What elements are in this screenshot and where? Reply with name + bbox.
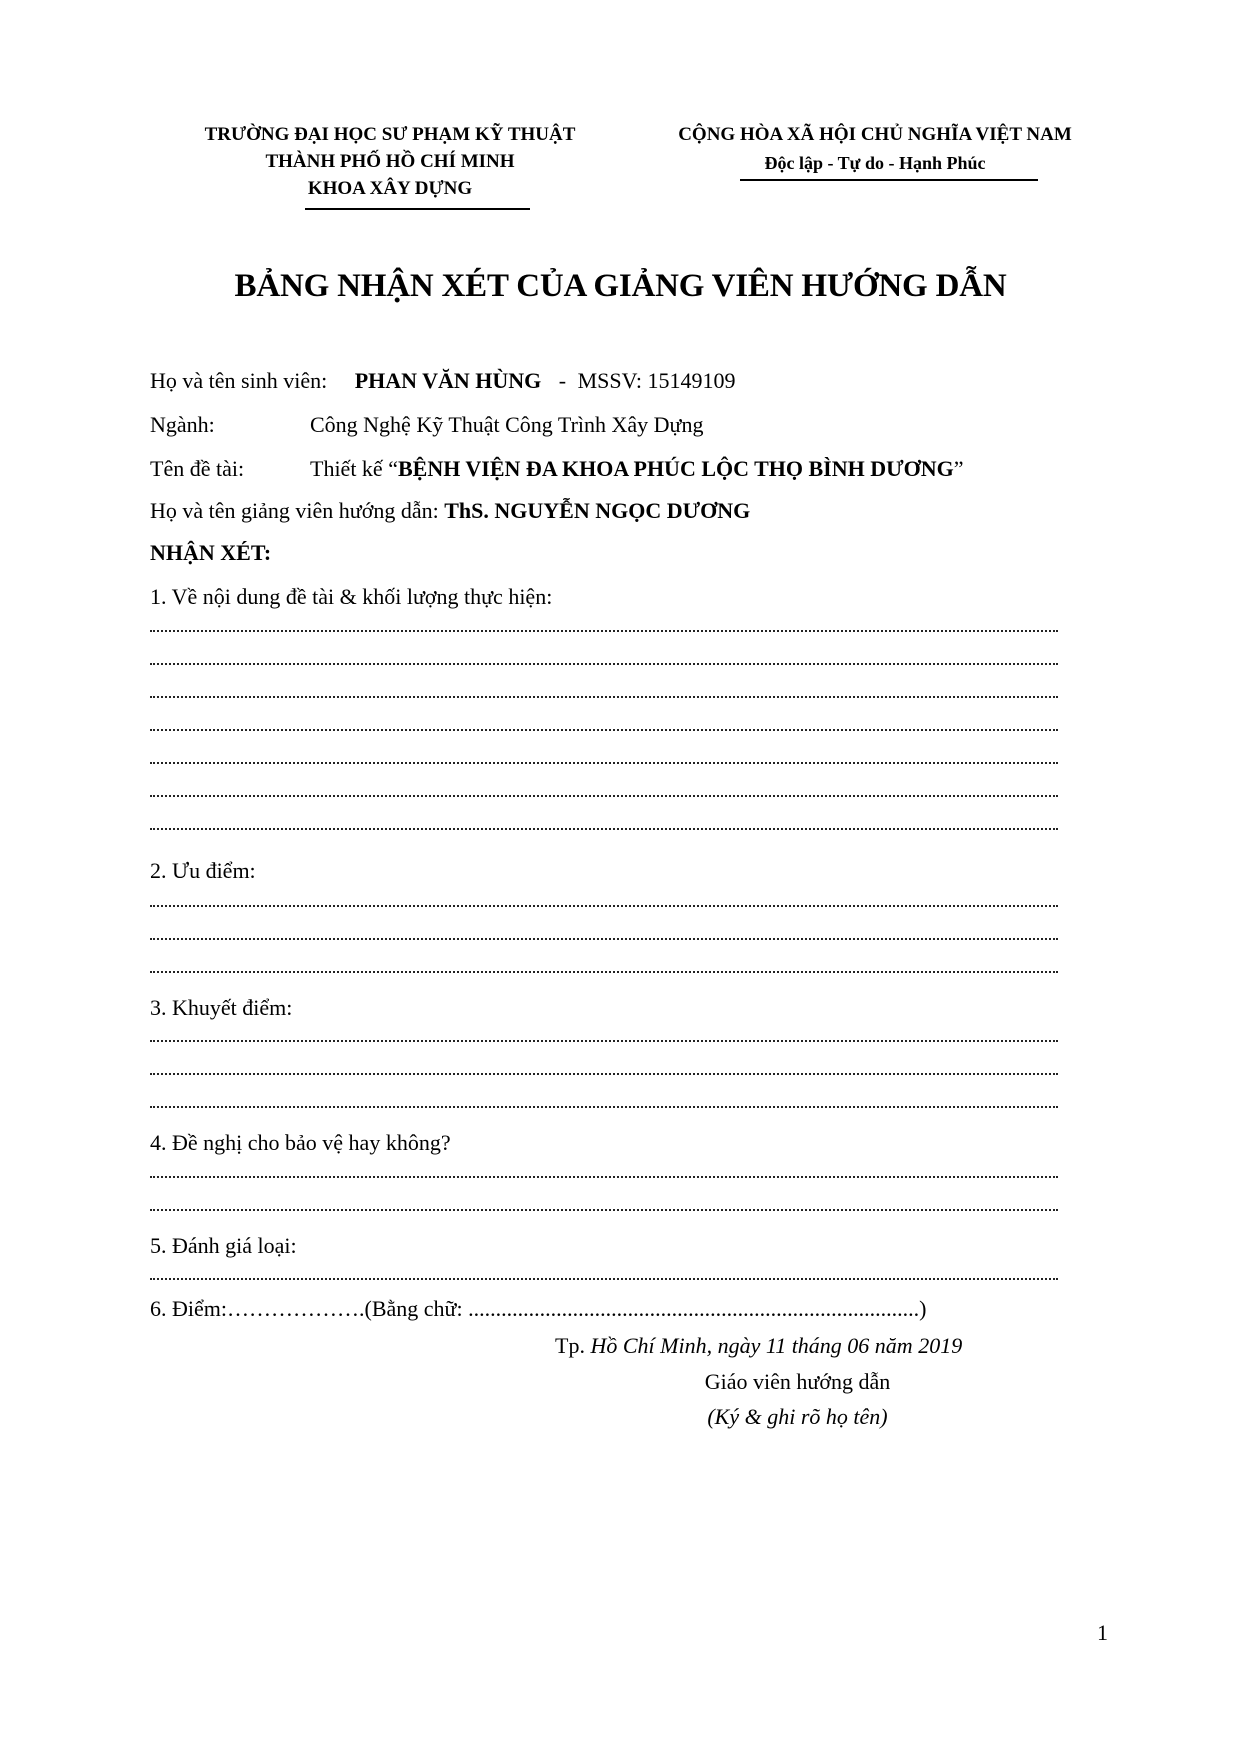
page-number: 1 <box>1097 1620 1108 1645</box>
major-value: Công Nghệ Kỹ Thuật Công Trình Xây Dựng <box>310 412 704 437</box>
separator: - <box>558 368 567 393</box>
slogan-underline <box>740 179 1038 181</box>
major-label: Ngành: <box>150 412 215 437</box>
section-2-dotted-line[interactable] <box>150 936 1058 940</box>
comments-heading: NHẬN XÉT: <box>150 540 272 565</box>
topic-prefix: Thiết kế “ <box>310 456 398 481</box>
section-3-dotted-line[interactable] <box>150 1071 1058 1075</box>
section-2-label: 2. Ưu điểm: <box>150 858 256 883</box>
faculty-underline <box>305 208 530 210</box>
section-1-label: 1. Về nội dung đề tài & khối lượng thực hiện: <box>150 584 553 609</box>
page-title: BẢNG NHẬN XÉT CỦA GIẢNG VIÊN HƯỚNG DẪN <box>234 268 1007 304</box>
student-label: Họ và tên sinh viên: <box>150 368 328 393</box>
topic-row <box>150 456 964 482</box>
section-1-dotted-line[interactable] <box>150 826 1058 830</box>
topic-value: BỆNH VIỆN ĐA KHOA PHÚC LỘC THỌ BÌNH DƯƠNG <box>397 456 954 481</box>
section-1-dotted-line[interactable] <box>150 760 1058 764</box>
section-3-dotted-line[interactable] <box>150 1104 1058 1108</box>
mssv-label: MSSV: <box>577 368 643 393</box>
major-row <box>150 412 703 438</box>
section-4-dotted-line[interactable] <box>150 1174 1058 1178</box>
advisor-row <box>150 498 750 524</box>
country-slogan: Độc lập - Tự do - Hạnh Phúc <box>764 153 986 173</box>
student-name: PHAN VĂN HÙNG <box>354 368 542 393</box>
score-close: ) <box>919 1296 927 1321</box>
faculty-name: KHOA XÂY DỰNG <box>307 178 473 199</box>
university-name: TRƯỜNG ĐẠI HỌC SƯ PHẠM KỸ THUẬT <box>204 124 576 145</box>
section-1-dotted-line[interactable] <box>150 661 1058 665</box>
advisor-label: Họ và tên giảng viên hướng dẫn: <box>150 498 439 523</box>
section-4-label: 4. Đề nghị cho bảo vệ hay không? <box>150 1130 451 1155</box>
advisor-value: ThS. NGUYỄN NGỌC DƯƠNG <box>444 498 751 523</box>
section-1-dotted-line[interactable] <box>150 628 1058 632</box>
section-5-dotted-line[interactable] <box>150 1276 1058 1280</box>
score-row <box>150 1296 926 1322</box>
topic-suffix: ” <box>953 456 964 481</box>
section-2-dotted-line[interactable] <box>150 969 1058 973</box>
section-1-dotted-line[interactable] <box>150 793 1058 797</box>
university-city: THÀNH PHỐ HỒ CHÍ MINH <box>265 151 515 172</box>
mssv-value: 15149109 <box>647 368 736 393</box>
score-field[interactable]: ………………. <box>227 1296 365 1321</box>
score-words-field[interactable]: .................................................................................. <box>468 1296 920 1321</box>
date-text: Hồ Chí Minh, ngày 11 tháng 06 năm 2019 <box>590 1333 963 1358</box>
signer-role: Giáo viên hướng dẫn <box>704 1369 891 1394</box>
score-words-label: (Bằng chữ: <box>364 1296 463 1321</box>
score-label: 6. Điểm: <box>150 1296 227 1321</box>
section-2-dotted-line[interactable] <box>150 903 1058 907</box>
signature-instruction: (Ký & ghi rõ họ tên) <box>707 1404 888 1429</box>
place-prefix: Tp. <box>555 1333 585 1358</box>
section-1-dotted-line[interactable] <box>150 727 1058 731</box>
section-3-dotted-line[interactable] <box>150 1038 1058 1042</box>
student-row <box>150 368 736 394</box>
section-3-label: 3. Khuyết điểm: <box>150 995 293 1020</box>
country-motto: CỘNG HÒA XÃ HỘI CHỦ NGHĨA VIỆT NAM <box>678 124 1072 145</box>
place-date <box>555 1333 962 1359</box>
section-5-label: 5. Đánh giá loại: <box>150 1233 297 1258</box>
topic-label: Tên đề tài: <box>150 456 245 481</box>
section-1-dotted-line[interactable] <box>150 694 1058 698</box>
section-4-dotted-line[interactable] <box>150 1207 1058 1211</box>
